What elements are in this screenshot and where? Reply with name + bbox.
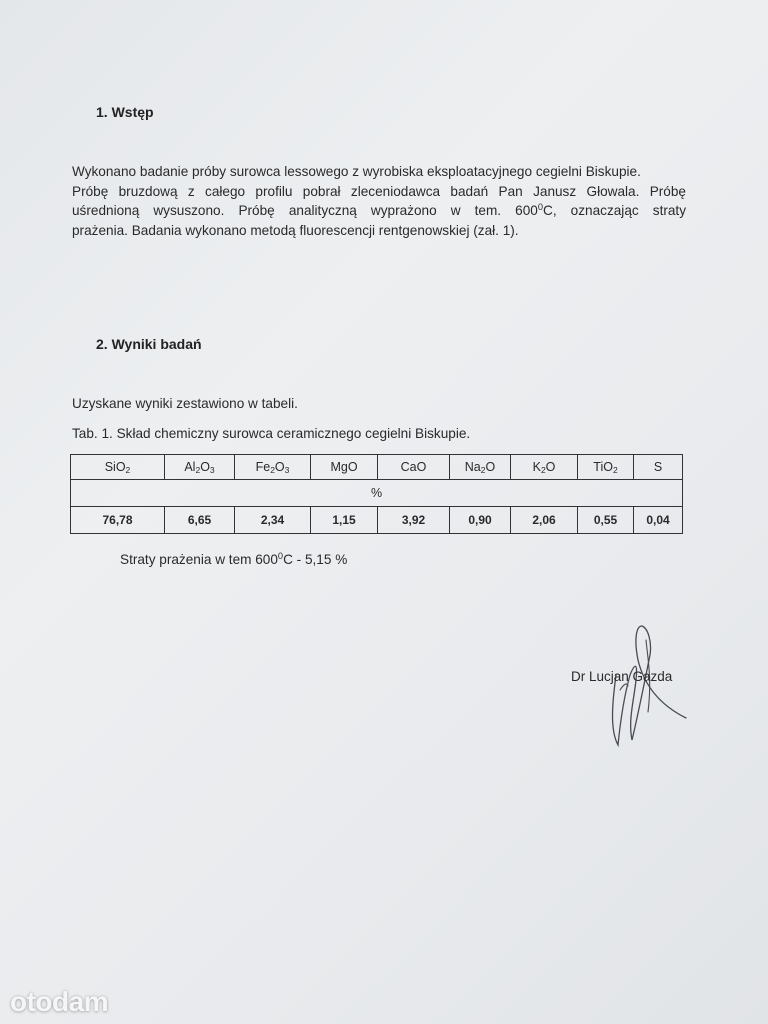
value-na2o: 0,90 — [450, 507, 511, 534]
table-caption: Tab. 1. Skład chemiczny surowca ceramicznego cegielni Biskupie. — [72, 426, 471, 441]
signatory-name: Dr Lucjan Gazda — [571, 669, 673, 684]
section-2-heading: 2. Wyniki badań — [96, 336, 202, 352]
table-values-row — [71, 507, 683, 534]
otodam-watermark-logo: otodam — [10, 986, 109, 1017]
section-1-paragraph — [72, 162, 686, 240]
table-unit-row — [71, 480, 683, 507]
paragraph-line-3-start: uśrednioną wysuszono. Próbę analityczną wyprażono w tem. 600 — [72, 203, 538, 218]
value-cao: 3,92 — [378, 507, 450, 534]
value-mgo: 1,15 — [311, 507, 378, 534]
results-intro: Uzyskane wyniki zestawiono w tabeli. — [72, 396, 298, 411]
header-al2o3: $Al_2O_3$ — [165, 455, 235, 480]
value-tio2: 0,55 — [578, 507, 634, 534]
table-header-row — [71, 455, 683, 480]
loss-suffix: C - 5,15 % — [283, 552, 348, 567]
value-al2o3: 6,65 — [165, 507, 235, 534]
paragraph-line-1: Wykonano badanie próby surowca lessowego z wyrobiska eksploatacyjnego cegielni Biskupie. — [72, 164, 641, 179]
unit-cell: % — [71, 480, 683, 507]
paragraph-line-2: Próbę bruzdową z całego profilu pobrał zleceniodawca badań Pan Janusz Głowala. Próbę — [72, 183, 686, 199]
header-s: S — [634, 455, 683, 480]
chemical-composition-table — [70, 454, 683, 534]
loss-degree: 0 — [277, 550, 284, 561]
temperature-degree: 0 — [537, 201, 543, 212]
value-k2o: 2,06 — [511, 507, 578, 534]
value-s: 0,04 — [634, 507, 683, 534]
header-fe2o3: $Fe_2O_3$ — [235, 455, 311, 480]
loss-prefix: Straty prażenia w tem 600 — [120, 552, 278, 567]
header-cao: CaO — [378, 455, 450, 480]
header-mgo: MgO — [311, 455, 378, 480]
header-sio2: SiO$_2$ — [71, 455, 165, 480]
header-na2o: $Na_2O$ — [450, 455, 511, 480]
value-fe2o3: 2,34 — [235, 507, 311, 534]
paragraph-line-3 — [72, 201, 686, 221]
loss-on-ignition — [120, 552, 347, 567]
handwritten-signature — [590, 620, 700, 750]
paragraph-line-3-end: C, oznaczając straty — [543, 203, 687, 218]
header-k2o: $K_2O$ — [511, 455, 578, 480]
section-1-heading: 1. Wstęp — [96, 104, 154, 120]
paragraph-line-4: prażenia. Badania wykonano metodą fluorescencji rentgenowskiej (zał. 1). — [72, 222, 519, 238]
header-tio2: TiO$_2$ — [578, 455, 634, 480]
value-sio2: 76,78 — [71, 507, 165, 534]
